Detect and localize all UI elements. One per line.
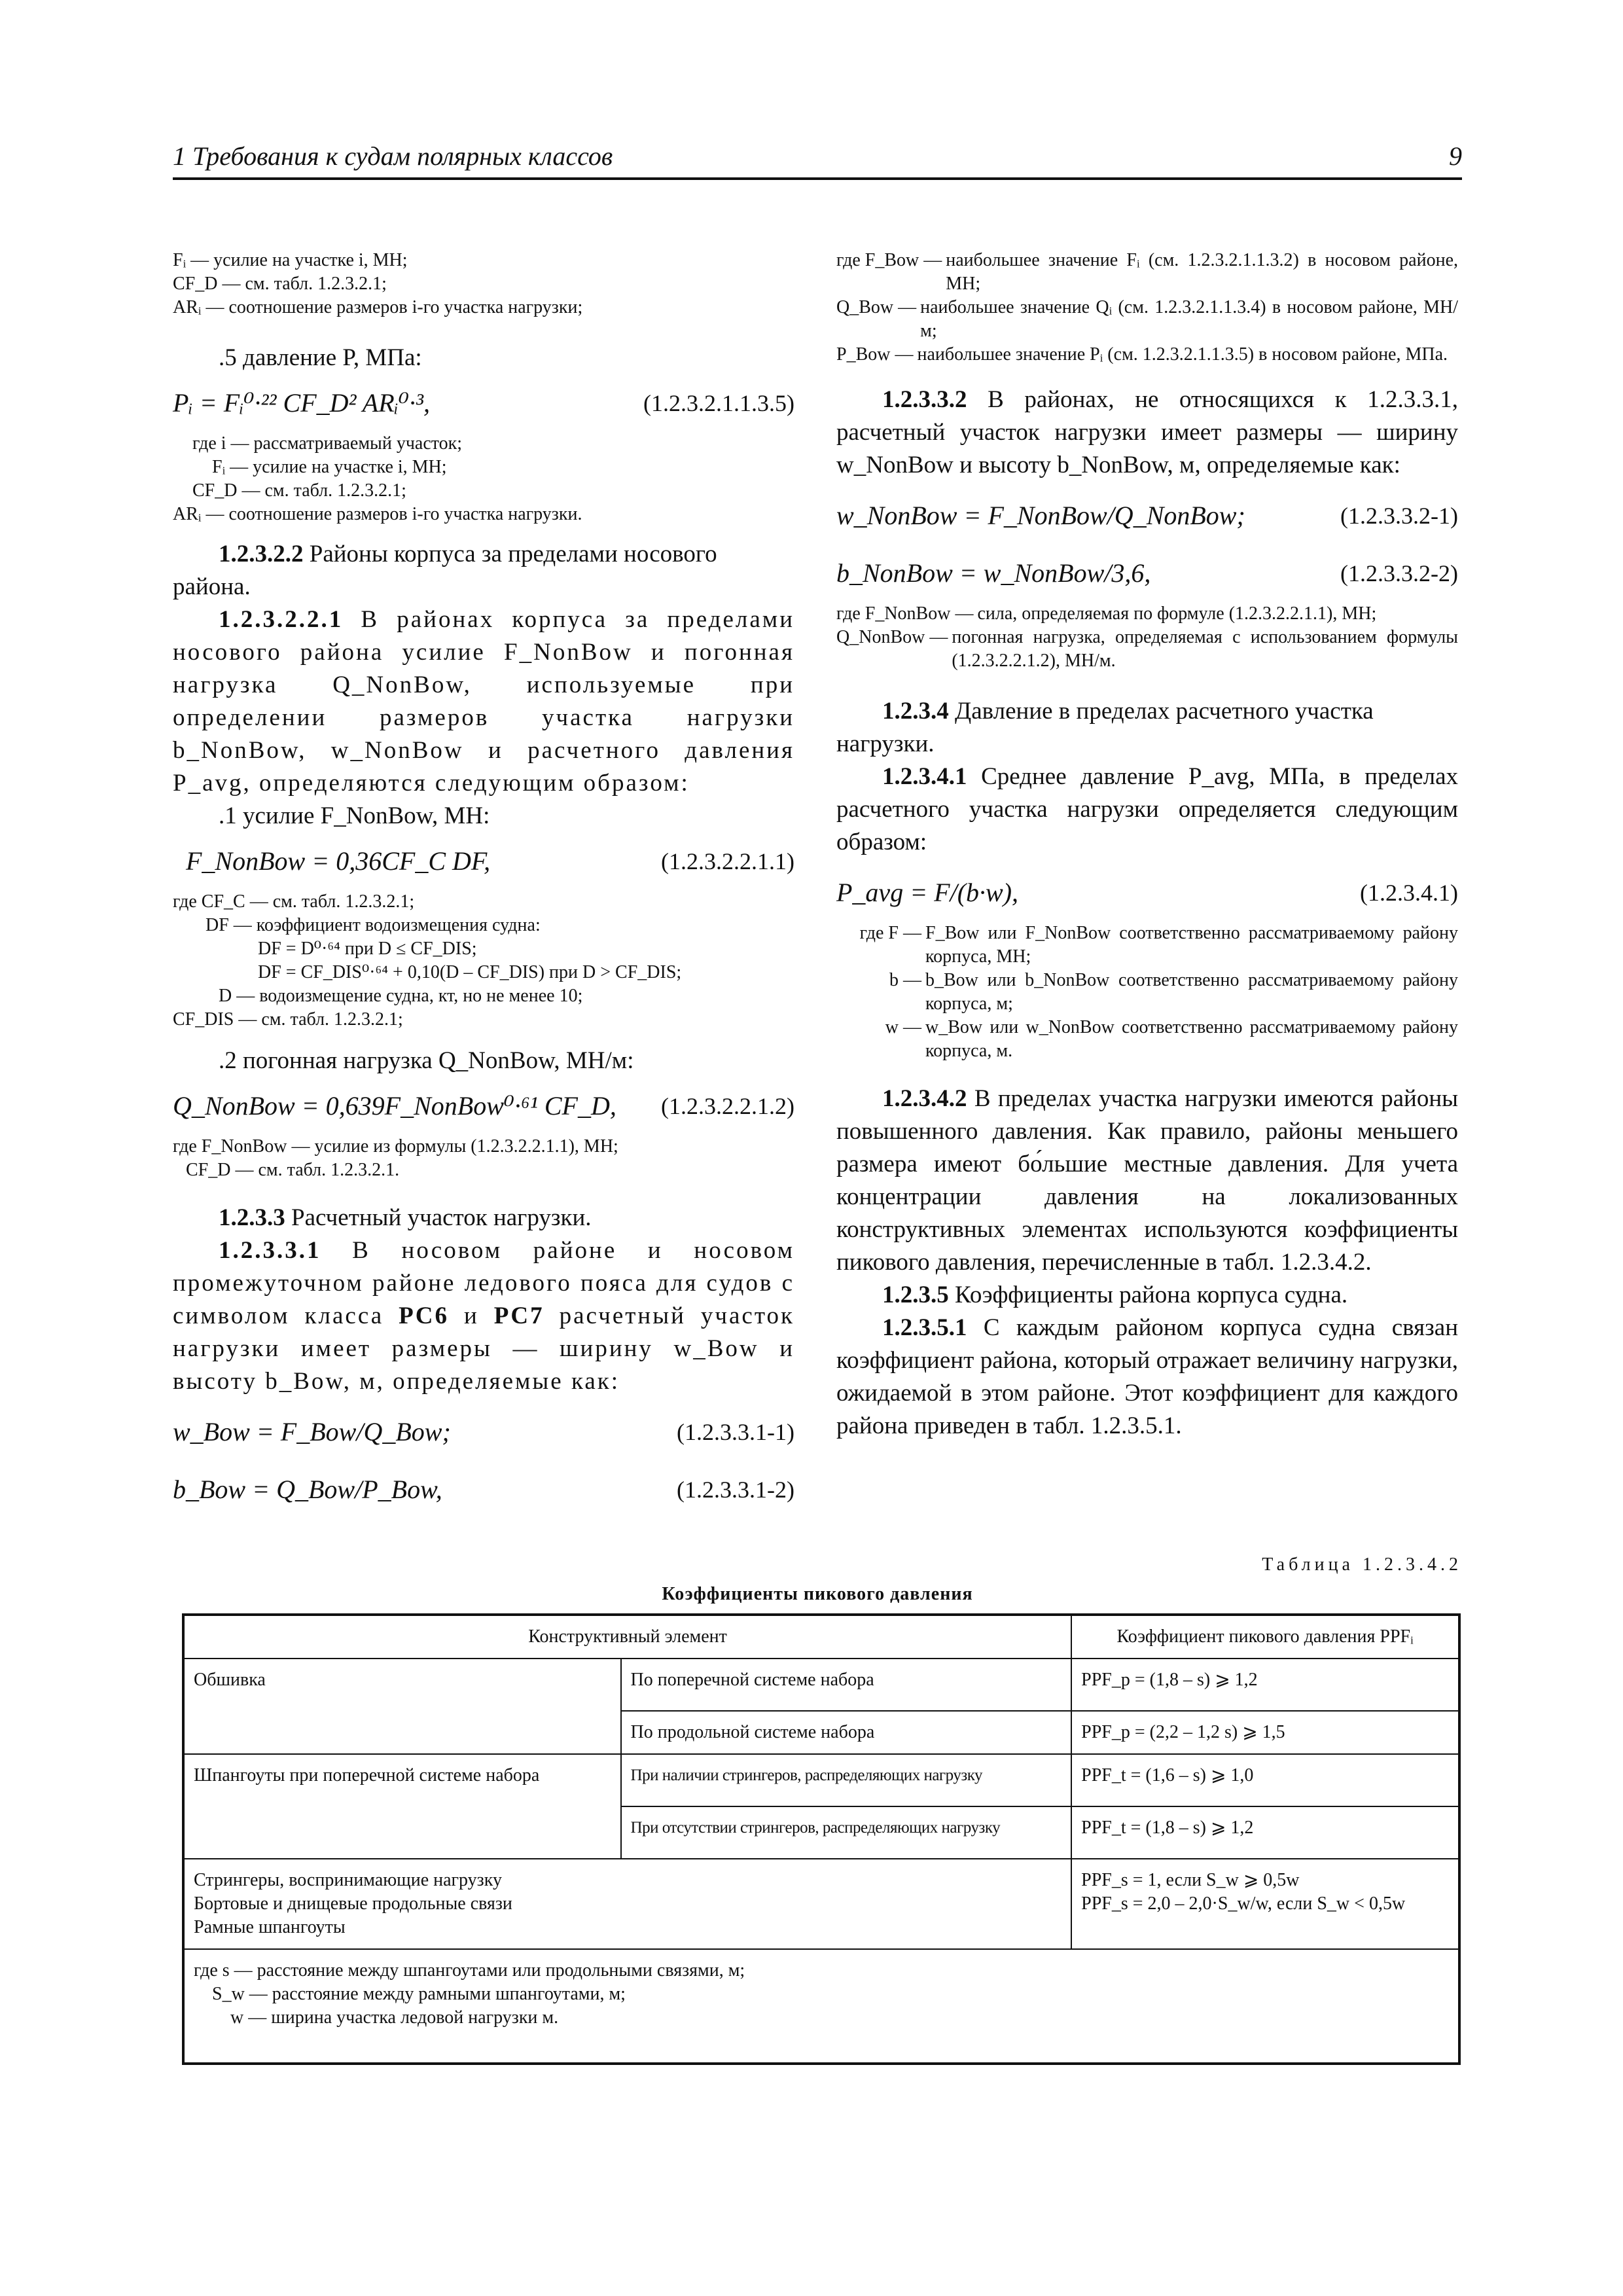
formula-number: (1.2.3.3.1-1) (677, 1419, 794, 1445)
item-5: .5 давление P, МПа: (219, 344, 422, 371)
formula-expr: w_Bow = F_Bow/Q_Bow; (173, 1417, 451, 1446)
heading-1235 (836, 1279, 1458, 1312)
formula-expr: b_Bow = Q_Bow/P_Bow, (173, 1475, 442, 1504)
def-text: наибольшее значение Qᵢ (см. 1.2.3.2.1.1.3.4) в носовом районе, МН/м; (920, 297, 1458, 341)
formula-expr: b_NonBow = w_NonBow/3,6, (836, 558, 1151, 588)
formula-line: PPF_s = 1, если S_w ⩾ 0,5w (1081, 1870, 1300, 1890)
stringer-line: Бортовые и днищевые продольные связи (194, 1893, 512, 1914)
def-text: F_Bow или F_NonBow соответственно рассматриваемому району корпуса, МН; (925, 923, 1458, 967)
formula-number: (1.2.3.3.2-2) (1340, 560, 1458, 586)
def-cfd: CF_D — см. табл. 1.2.3.2.1; (173, 274, 387, 294)
chapter-title: 1 Требования к судам полярных классов (173, 141, 613, 171)
note-line: S_w — расстояние между рамными шпангоутами, м; (212, 1984, 626, 2004)
cell-formula: PPF_t = (1,8 – s) ⩾ 1,2 (1071, 1806, 1459, 1859)
def-cfc: где CF_C — см. табл. 1.2.3.2.1; (173, 891, 415, 912)
def-f (836, 922, 1458, 969)
formula-12331-2 (173, 1469, 794, 1511)
section-number: 1.2.3.4 (882, 698, 949, 725)
formula-number: (1.2.3.2.2.1.2) (661, 1093, 794, 1119)
cell-notes (183, 1949, 1459, 2064)
formula-1232113-5 (173, 382, 794, 424)
def-label: Q_NonBow — (836, 627, 948, 647)
running-header (173, 141, 1462, 180)
cell-formula: PPF_p = (2,2 – 1,2 s) ⩾ 1,5 (1071, 1711, 1459, 1754)
para-text: В районах корпуса за пределами носового района усилие F_NonBow и погонная нагрузка Q_NonBow, используемые при определении размеров участка нагрузки b_NonBow, w_NonBow и расчетного давления P_avg, определяются следующим образом: (173, 606, 794, 797)
formula-expr: Pᵢ = Fᵢ⁰·²² CF_D² ARᵢ⁰·³, (173, 388, 431, 418)
formula-number: (1.2.3.3.2-1) (1340, 503, 1458, 529)
formula-expr: w_NonBow = F_NonBow/Q_NonBow; (836, 501, 1245, 530)
def-qnonbow-r (836, 626, 1458, 673)
def-w (836, 1016, 1458, 1063)
class-pc7: PC7 (493, 1302, 544, 1329)
def-text: наибольшее значение Fᵢ (см. 1.2.3.2.1.1.3.2) в носовом районе, МН; (946, 250, 1458, 294)
heading-text: Расчетный участок нагрузки. (285, 1204, 592, 1231)
def-i: где i — рассматриваемый участок; (192, 433, 463, 454)
class-pc6: PC6 (399, 1302, 449, 1329)
para-text-2: расчетный участок нагрузки имеет размеры — ширину w_Bow и высоту b_Bow, м, определяемые как: (173, 1302, 794, 1395)
header-coefficient: Коэффициент пикового давления PPFᵢ (1071, 1615, 1459, 1659)
page-number: 9 (1449, 141, 1462, 171)
def-pbow (836, 343, 1458, 367)
heading-12322 (173, 538, 794, 603)
def-text: погонная нагрузка, определяемая с использованием формулы (1.2.3.2.2.1.2), МН/м. (952, 627, 1458, 671)
section-number: 1.2.3.5.1 (882, 1314, 967, 1341)
formula-number: (1.2.3.3.1-2) (677, 1477, 794, 1503)
def-fi-2: Fᵢ — усилие на участке i, МН; (212, 457, 447, 477)
cell-element: Шпангоуты при поперечной системе набора (183, 1754, 621, 1859)
cell-condition: По поперечной системе набора (621, 1659, 1072, 1711)
cell-stringers (183, 1859, 1071, 1949)
def-fi: Fᵢ — усилие на участке i, МН; (173, 250, 408, 270)
cell-formula: PPF_p = (1,8 – s) ⩾ 1,2 (1071, 1659, 1459, 1711)
table-header-row (183, 1615, 1459, 1659)
formula-12332-1 (836, 495, 1458, 537)
right-column (836, 249, 1458, 1443)
formula-12332-2 (836, 552, 1458, 594)
section-number: 1.2.3.3.2 (882, 386, 967, 413)
def-label: где F_NonBow — (836, 603, 974, 624)
cell-element: Обшивка (183, 1659, 621, 1754)
formula-line: PPF_s = 2,0 – 2,0·S_w/w, если S_w < 0,5w (1081, 1893, 1406, 1914)
para-12342 (836, 1083, 1458, 1279)
para-12332 (836, 384, 1458, 482)
def-df: DF — коэффициент водоизмещения судна: (205, 915, 541, 935)
table-row (183, 1659, 1459, 1711)
section-number: 1.2.3.2.2.1 (219, 606, 344, 633)
heading-1233 (173, 1202, 794, 1234)
def-label: где F — (859, 923, 921, 943)
def-label: P_Bow — (836, 344, 914, 365)
def-label: Q_Bow — (836, 297, 917, 317)
para-text: Среднее давление P_avg, МПа, в пределах расчетного участка нагрузки определяется следующим образом: (836, 763, 1458, 855)
heading-text: Районы корпуса за пределами носового района. (173, 541, 717, 600)
note-line: где s — расстояние между шпангоутами или продольными связями, м; (194, 1960, 745, 1981)
def-d: D — водоизмещение судна, кт, но не менее 10; (219, 986, 583, 1006)
formula-12331-1 (173, 1411, 794, 1453)
header-element: Конструктивный элемент (183, 1615, 1071, 1659)
section-number: 1.2.3.3 (219, 1204, 285, 1231)
def-cfd-2: CF_D — см. табл. 1.2.3.2.1; (192, 480, 406, 501)
para-12331 (173, 1234, 794, 1398)
stringer-line: Рамные шпангоуты (194, 1917, 346, 1937)
para-text: В районах, не относящихся к 1.2.3.3.1, расчетный участок нагрузки имеет размеры — ширину w_NonBow и высоту b_NonBow, м, определяемые как: (836, 386, 1458, 478)
def-label: где F_Bow — (836, 250, 942, 270)
def-cfd-3: CF_D — см. табл. 1.2.3.2.1. (186, 1160, 400, 1180)
cell-condition: По продольной системе набора (621, 1711, 1072, 1754)
formula-expr: Q_NonBow = 0,639F_NonBow⁰·⁶¹ CF_D, (173, 1091, 616, 1121)
stringer-line: Стрингеры, воспринимающие нагрузку (194, 1870, 502, 1890)
def-text: w_Bow или w_NonBow соответственно рассматриваемому району корпуса, м. (925, 1017, 1458, 1061)
def-label: w — (885, 1017, 921, 1037)
para-text: В носовом районе и носовом промежуточном районе ледового пояса для судов с символом класса (173, 1237, 794, 1329)
def-text: наибольшее значение Pᵢ (см. 1.2.3.2.1.1.3.5) в носовом районе, МПа. (917, 344, 1448, 365)
def-ari-2: ARᵢ — соотношение размеров i-го участка нагрузки. (173, 504, 582, 524)
heading-1234 (836, 695, 1458, 761)
formula-123221-2 (173, 1085, 794, 1127)
table-caption: Таблица 1.2.3.4.2 (1262, 1554, 1462, 1575)
cell-stringers-coef (1071, 1859, 1459, 1949)
para-123221 (173, 603, 794, 800)
para-text: В пределах участка нагрузки имеются районы повышенного давления. Как правило, районы меньшего размера имеют бо́льшие местные давления. Для учета концентрации давления на локализованных конструктивных элементах используются коэффициенты пикового давления, перечисленные в табл. 1.2.3.4.2. (836, 1085, 1458, 1276)
def-df-case1: DF = D⁰·⁶⁴ при D ≤ CF_DIS; (258, 939, 477, 959)
formula-expr: P_avg = F/(b·w), (836, 878, 1019, 907)
section-number: 1.2.3.2.2 (219, 541, 304, 567)
para-12341 (836, 761, 1458, 859)
table-title: Коэффициенты пикового давления (662, 1584, 973, 1604)
def-fbow (836, 249, 1458, 296)
def-fnonbow-r (836, 602, 1458, 626)
table-notes-row (183, 1949, 1459, 2064)
formula-number: (1.2.3.4.1) (1360, 880, 1458, 906)
def-text: сила, определяемая по формуле (1.2.3.2.2.1.1), МН; (977, 603, 1377, 624)
para-text: С каждым районом корпуса судна связан коэффициент района, который отражает величину нагрузки, ожидаемой в этом районе. Этот коэффициент для каждого района приведен в табл. 1.2.3.5.1. (836, 1314, 1458, 1439)
section-number: 1.2.3.4.1 (882, 763, 967, 790)
section-number: 1.2.3.4.2 (882, 1085, 967, 1112)
section-number: 1.2.3.3.1 (219, 1237, 321, 1264)
def-fnonbow: где F_NonBow — усилие из формулы (1.2.3.2.2.1.1), МН; (173, 1136, 618, 1157)
cell-formula: PPF_t = (1,6 – s) ⩾ 1,0 (1071, 1754, 1459, 1806)
item-2: .2 погонная нагрузка Q_NonBow, МН/м: (219, 1047, 634, 1074)
table-row (183, 1859, 1459, 1949)
formula-expr: F_NonBow = 0,36CF_C DF, (186, 846, 491, 876)
cell-condition: При отсутствии стрингеров, распределяющих нагрузку (621, 1806, 1072, 1859)
def-cfdis: CF_DIS — см. табл. 1.2.3.2.1; (173, 1009, 403, 1030)
conj: и (448, 1302, 494, 1329)
formula-number: (1.2.3.2.2.1.1) (661, 848, 794, 874)
def-df-case2: DF = CF_DIS⁰·⁶⁴ + 0,10(D – CF_DIS) при D > CF_DIS; (258, 962, 682, 982)
def-text: b_Bow или b_NonBow соответственно рассматриваемому району корпуса, м; (925, 970, 1458, 1014)
peak-pressure-table (182, 1613, 1461, 2065)
para-12351 (836, 1312, 1458, 1443)
item-1: .1 усилие F_NonBow, МН: (219, 802, 490, 829)
heading-text: Коэффициенты района корпуса судна. (948, 1282, 1348, 1308)
formula-123221-1 (173, 840, 794, 882)
note-line: w — ширина участка ледовой нагрузки м. (230, 2007, 559, 2028)
def-b (836, 969, 1458, 1016)
formula-number: (1.2.3.2.1.1.3.5) (643, 390, 794, 416)
def-qbow (836, 296, 1458, 343)
heading-text: Давление в пределах расчетного участка нагрузки. (836, 698, 1374, 757)
def-ari: ARᵢ — соотношение размеров i-го участка нагрузки; (173, 297, 583, 317)
def-label: b — (889, 970, 921, 990)
formula-12341 (836, 872, 1458, 914)
cell-condition: При наличии стрингеров, распределяющих нагрузку (621, 1754, 1072, 1806)
left-column (173, 249, 794, 1518)
table-row (183, 1754, 1459, 1806)
section-number: 1.2.3.5 (882, 1282, 949, 1308)
